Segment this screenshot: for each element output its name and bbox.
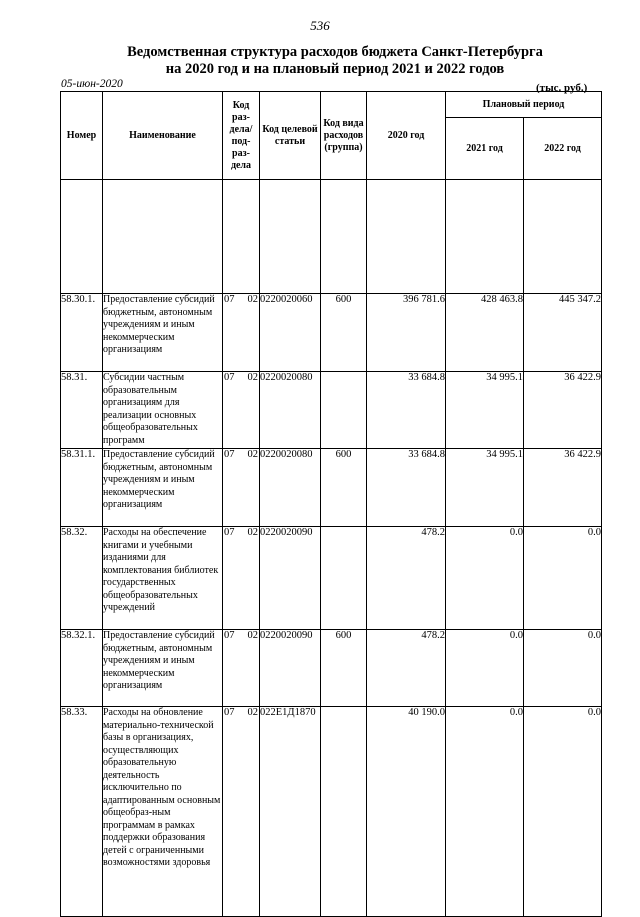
row-name: Предоставление субсидий бюджетным, автономным учреждениям и иным некоммерческим организациям [103, 294, 223, 372]
document-date: 05-июн-2020 [61, 78, 123, 90]
row-amount-2021: 0.0 [446, 630, 524, 707]
row-number: 58.33. [61, 707, 103, 917]
table-row [61, 527, 602, 630]
row-amount-2021: 34 995.1 [446, 372, 524, 449]
row-name: Предоставление субсидий бюджетным, автономным учреждениям и иным некоммерческим организациям [103, 630, 223, 707]
row-number: 58.30.1. [61, 294, 103, 372]
row-amount-2021: 428 463.8 [446, 294, 524, 372]
row-number: 58.32.1. [61, 630, 103, 707]
row-section-code: 07 02 [223, 630, 260, 707]
header-year-2022: 2022 год [524, 118, 602, 180]
row-target-code: 022Е1Д1870 [260, 707, 321, 917]
row-target-code: 0220020060 [260, 294, 321, 372]
row-amount-2022: 0.0 [524, 707, 602, 917]
row-amount-2020: 478.2 [367, 630, 446, 707]
table-row [61, 294, 602, 372]
row-amount-2022: 36 422.9 [524, 449, 602, 527]
row-number: 58.32. [61, 527, 103, 630]
row-amount-2021: 0.0 [446, 527, 524, 630]
row-name: Предоставление субсидий бюджетным, автономным учреждениям и иным некоммерческим организациям [103, 449, 223, 527]
table-row [61, 449, 602, 527]
row-number: 58.31. [61, 372, 103, 449]
row-section-code: 07 02 [223, 294, 260, 372]
header-planned-period: Плановый период [446, 92, 602, 118]
row-expense-type: 600 [321, 630, 367, 707]
row-target-code: 0220020080 [260, 372, 321, 449]
row-name: Субсидии частным образовательным организациям для реализации основных общеобразовательных программ [103, 372, 223, 449]
row-target-code: 0220020090 [260, 630, 321, 707]
table-row [61, 372, 602, 449]
header-number: Номер [61, 92, 103, 180]
row-expense-type [321, 527, 367, 630]
row-amount-2020: 33 684.8 [367, 449, 446, 527]
row-amount-2022: 445 347.2 [524, 294, 602, 372]
row-expense-type [321, 372, 367, 449]
header-spacer-row [61, 180, 602, 294]
row-amount-2022: 0.0 [524, 527, 602, 630]
row-amount-2020: 396 781.6 [367, 294, 446, 372]
row-amount-2022: 36 422.9 [524, 372, 602, 449]
row-amount-2022: 0.0 [524, 630, 602, 707]
row-section-code: 07 02 [223, 372, 260, 449]
table-row [61, 630, 602, 707]
row-section-code: 07 02 [223, 707, 260, 917]
row-name: Расходы на обеспечение книгами и учебными изданиями для комплектования библиотек государственных общеобразовательных учреждений [103, 527, 223, 630]
header-section-code: Код раз-дела/ под-раз-дела [223, 92, 260, 180]
row-section-code: 07 02 [223, 527, 260, 630]
row-expense-type: 600 [321, 294, 367, 372]
header-year-2021: 2021 год [446, 118, 524, 180]
budget-table [60, 91, 602, 917]
row-section-code: 07 02 [223, 449, 260, 527]
header-year-2020: 2020 год [367, 92, 446, 180]
row-amount-2020: 40 190.0 [367, 707, 446, 917]
document-title [60, 44, 610, 78]
row-target-code: 0220020080 [260, 449, 321, 527]
row-target-code: 0220020090 [260, 527, 321, 630]
header-expense-type-code: Код вида расходов (группа) [321, 92, 367, 180]
header-name: Наименование [103, 92, 223, 180]
row-amount-2021: 0.0 [446, 707, 524, 917]
title-line-1: Ведомственная структура расходов бюджета Санкт-Петербурга [127, 44, 543, 60]
row-number: 58.31.1. [61, 449, 103, 527]
units-label: (тыс. руб.) [536, 82, 588, 94]
row-expense-type: 600 [321, 449, 367, 527]
row-amount-2020: 33 684.8 [367, 372, 446, 449]
title-line-2: на 2020 год и на плановый период 2021 и 2022 годов [165, 61, 505, 77]
row-name: Расходы на обновление материально-технической базы в организациях, осуществляющих образовательную деятельность исключительно по адаптированным основным общеобраз-ным программам в рамках поддержки образования детей с ограниченными возможностями здоровья [103, 707, 223, 917]
row-amount-2021: 34 995.1 [446, 449, 524, 527]
table-row [61, 707, 602, 917]
row-amount-2020: 478.2 [367, 527, 446, 630]
row-expense-type [321, 707, 367, 917]
page-number: 536 [310, 18, 330, 33]
header-target-code: Код целевой статьи [260, 92, 321, 180]
